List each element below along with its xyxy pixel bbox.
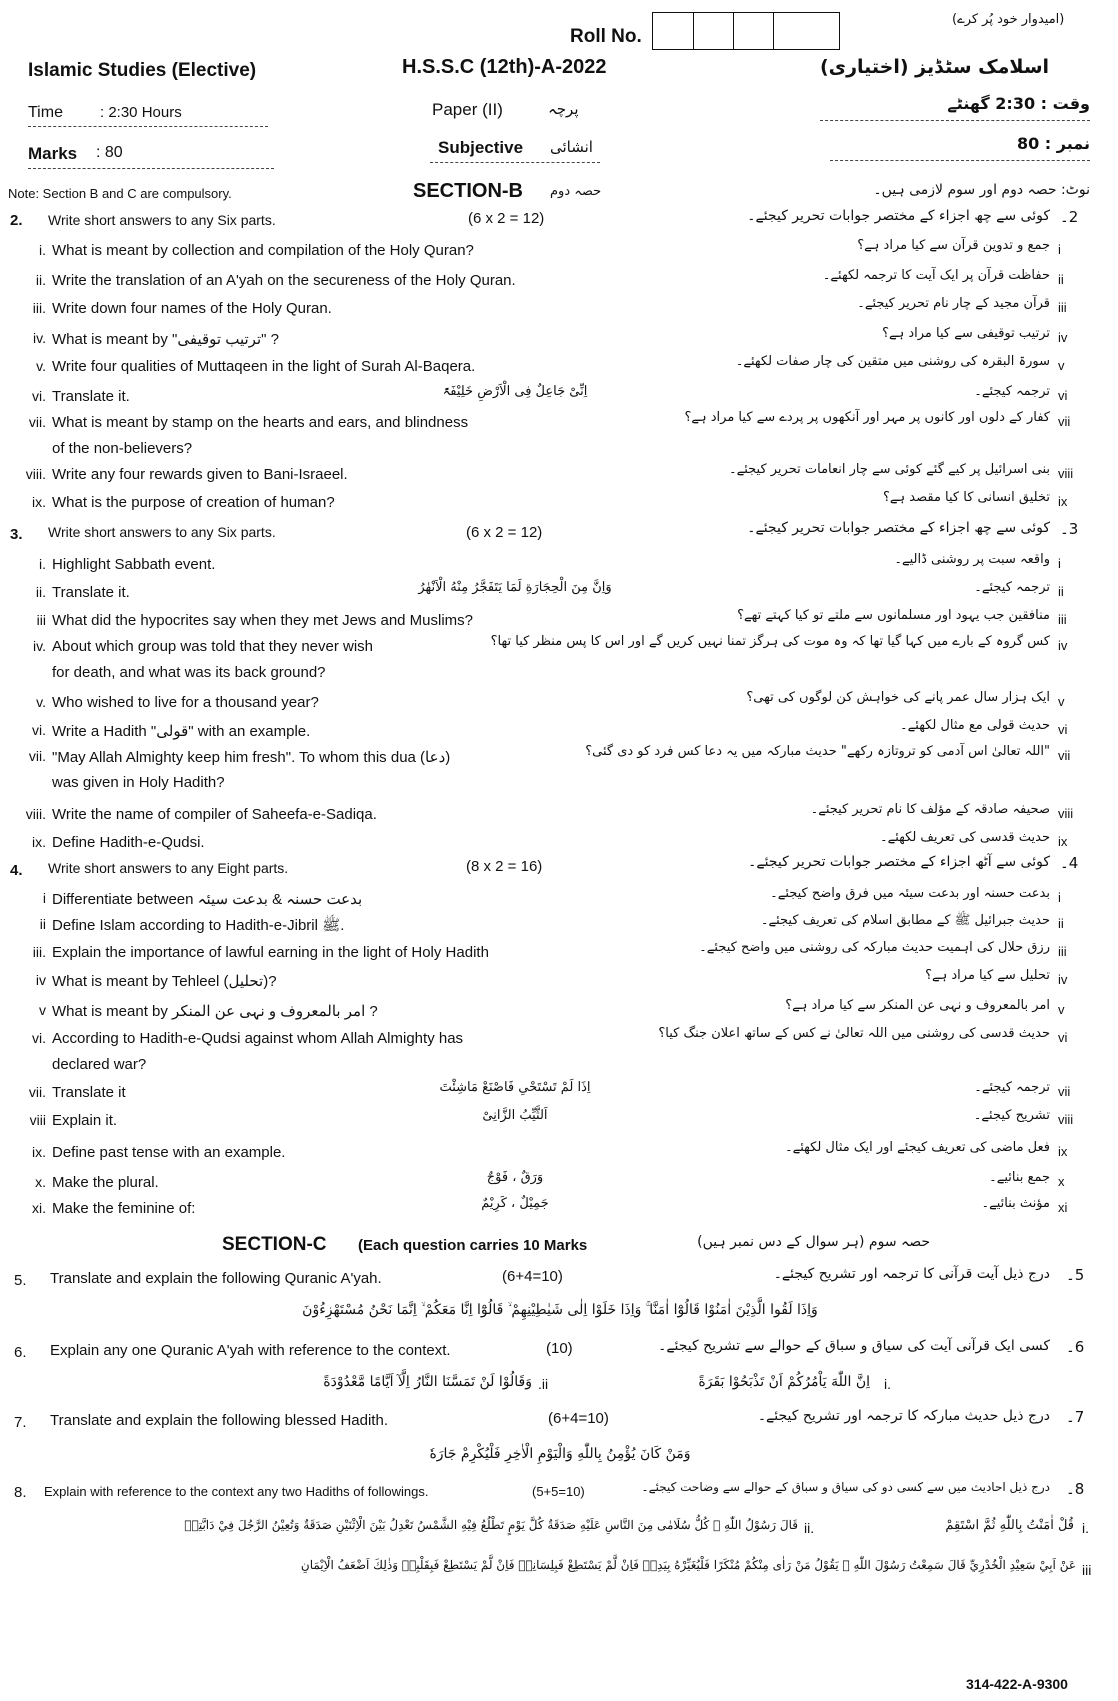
subject-title: Islamic Studies (Elective) [28, 60, 257, 81]
q4-part-arabic: وَرَقٌ ، فَوْجٌ [486, 1170, 544, 1185]
subjective-label: Subjective [438, 138, 524, 157]
q8-hadith-1-number: i. [1082, 1520, 1089, 1536]
exam-title: H.S.S.C (12th)-A-2022 [402, 56, 607, 78]
q2-part-text-urdu: بنی اسرائیل پر کیے گئے کوئی سے چار انعامات تحریر کیجئے۔ [728, 462, 1050, 477]
q3-part-text-urdu: واقعہ سبت پر روشنی ڈالیے۔ [894, 552, 1050, 567]
q4-part-number: ii [39, 916, 46, 932]
q2-part-text: What is the purpose of creation of human? [52, 494, 335, 511]
q3-part-number: viii. [25, 806, 46, 822]
q2-part-number-urdu: ix [1058, 494, 1068, 509]
q3-number-urdu: 3۔ [1060, 520, 1079, 538]
roll-no-box[interactable] [652, 12, 840, 50]
q6-marks: (10) [546, 1340, 573, 1357]
q3-part-text-urdu: ایک ہزار سال عمر پانے کی خواہش کن لوگوں کی تھی؟ [746, 690, 1050, 705]
q4-part-number-urdu: ii [1058, 916, 1064, 931]
q4-part-text-urdu: بدعت حسنہ اور بدعت سیئہ میں فرق واضح کیجئے۔ [770, 886, 1050, 901]
section-c-title-urdu: حصہ سوم (ہر سوال کے دس نمبر ہیں) [697, 1234, 930, 1250]
q3-part-number-urdu: ix [1058, 834, 1068, 849]
q4-part-text-urdu: حدیث قدسی کی روشنی میں اللہ تعالیٰ نے کس کے ساتھ اعلان جنگ کیا؟ [658, 1026, 1050, 1041]
time-value: : 2:30 Hours [100, 104, 182, 121]
q2-part-number: ix. [32, 494, 46, 510]
q4-part-text: Explain it. [52, 1112, 118, 1129]
q4-part-arabic: اَلثَّیِّبُ الزَّانِیْ [482, 1108, 548, 1123]
q4-part-text-urdu: رزق حلال کی اہمیت حدیث مبارکہ کی روشنی میں واضح کیجئے۔ [699, 940, 1050, 955]
q8-hadith-2-number: ii. [804, 1520, 815, 1536]
q4-marks: (8 x 2 = 16) [466, 858, 543, 875]
section-b-title: SECTION-B [413, 180, 523, 202]
q3-part-number: iv. [33, 638, 46, 654]
q2-part-number: iv. [33, 330, 46, 346]
q2-part-number: ii. [35, 272, 46, 288]
q4-part-number: vi. [32, 1030, 46, 1046]
q3-part-number: i. [39, 556, 46, 572]
note-text-urdu: نوٹ: حصہ دوم اور سوم لازمی ہیں۔ [873, 182, 1090, 198]
q3-part-number-urdu: viii [1058, 806, 1074, 821]
q2-part-text: What is meant by collection and compilation of the Holy Quran? [52, 242, 474, 259]
q4-part-text-urdu: امر بالمعروف و نہی عن المنکر سے کیا مراد ہے؟ [785, 998, 1050, 1013]
q3-part-number-urdu: v [1058, 694, 1065, 709]
q3-part-text-urdu: کس گروہ کے بارے میں کہا گیا تھا کہ وہ موت کی ہرگز تمنا نہیں کریں گے اور اس کا پس منظر کیا تھا؟ [490, 634, 1050, 649]
q2-part-text: Write four qualities of Muttaqeen in the light of Surah Al-Baqera. [52, 358, 476, 375]
q4-part-text: What is meant by امر بالمعروف و نہی عن المنکر ? [52, 1003, 378, 1020]
q4-part-number: viii [29, 1112, 46, 1128]
q5-number-urdu: 5۔ [1066, 1266, 1085, 1284]
q4-part-text: Explain the importance of lawful earning in the light of Holy Hadith [52, 944, 489, 961]
q2-part-text: Translate it. [52, 388, 130, 405]
q2-part-text-urdu: ترجمہ کیجئے۔ [974, 384, 1050, 399]
time-label: Time [28, 104, 63, 121]
q4-part-text: Differentiate between بدعت حسنہ & بدعت سیئہ [52, 891, 363, 908]
section-c-title: SECTION-C [222, 1234, 327, 1255]
q4-part-number-urdu: iii [1058, 944, 1067, 959]
paper-label: Paper (II) [432, 100, 503, 119]
time-underline [28, 126, 268, 127]
q3-part-text-urdu: "اللہ تعالیٰ اس آدمی کو تروتازہ رکھے" حدیث مبارکہ میں یہ دعا کس فرد کو دی گئی؟ [585, 744, 1050, 759]
subjective-underline [430, 162, 600, 163]
q2-part-number-urdu: viii [1058, 466, 1074, 481]
q3-part-text-urdu: حدیث قولی مع مثال لکھئے۔ [900, 718, 1050, 733]
q2-part-text-continued: of the non-believers? [52, 440, 193, 457]
q4-part-number-urdu: i [1058, 890, 1061, 905]
marks-label: Marks [28, 144, 78, 163]
section-b-title-urdu: حصہ دوم [550, 184, 602, 199]
q3-part-text-continued: was given in Holy Hadith? [52, 774, 225, 791]
q3-heading: Write short answers to any Six parts. [48, 524, 276, 540]
q2-part-text: Write the translation of an A'yah on the secureness of the Holy Quran. [52, 272, 516, 289]
q8-hadith-2: قَالَ رَسُوْلُ اللّٰهِ ﷺ كُلُّ سُلَامٰى مِنَ النَّاسِ عَلَيْهِ صَدَقَةٌ كُلَّ يَوْمٍ تَطْلُعُ فِيْهِ الشَّمْسُ تَعْدِلُ بَيْنَ الْاِثْنَيْنِ صَدَقَةٌ وَتُعِيْنُ الرَّجُلَ فِيْ دَابَّتِهٖ [184, 1518, 798, 1532]
q2-part-number-urdu: vii [1058, 414, 1071, 429]
q4-part-number: ix. [32, 1144, 46, 1160]
q6-ayah-2: وَقَالُوْا لَنْ تَمَسَّنَا النَّارُ اِلَّآ اَيَّامًا مَّعْدُوْدَةً [323, 1374, 532, 1390]
q4-part-number-urdu: x [1058, 1174, 1065, 1189]
q3-part-text: Define Hadith-e-Qudsi. [52, 834, 205, 851]
q4-part-text-urdu: ترجمہ کیجئے۔ [974, 1080, 1050, 1095]
q5-marks: (6+4=10) [502, 1268, 563, 1285]
q7-number: 7. [14, 1414, 27, 1431]
q7-hadith: وَمَنْ كَانَ يُؤْمِنُ بِاللّٰهِ وَالْيَوْمِ الْاٰخِرِ فَلْيُكْرِمْ جَارَهٗ [429, 1446, 691, 1462]
q4-part-text-urdu: مؤنث بنائیے۔ [981, 1196, 1050, 1211]
q3-part-text-urdu: حدیث قدسی کی تعریف لکھئے۔ [880, 830, 1050, 845]
section-c-subtitle: (Each question carries 10 Marks [358, 1237, 588, 1254]
q8-text-urdu: درج ذیل احادیث میں سے کسی دو کی سیاق و سباق کے حوالے سے وضاحت کیجئے۔ [641, 1480, 1050, 1494]
q4-part-number: iv [35, 972, 46, 988]
q3-part-arabic: وَاِنَّ مِنَ الْحِجَارَةِ لَمَا يَتَفَجَّرُ مِنْهُ الْاَنْهٰرُ [418, 580, 612, 595]
q2-part-text: What is meant by stamp on the hearts and ears, and blindness [52, 414, 469, 431]
q4-part-number: i [42, 890, 46, 906]
q8-hadith-3-number: iii [1082, 1562, 1092, 1578]
marks-urdu: نمبر : 80 [1016, 134, 1090, 153]
q3-part-number: vi. [32, 722, 46, 738]
q4-part-text: Translate it [52, 1084, 126, 1101]
q4-part-text-urdu: تشریح کیجئے۔ [973, 1108, 1050, 1123]
q2-part-text-urdu: تخلیق انسانی کا کیا مقصد ہے؟ [883, 490, 1050, 505]
q3-part-text: Highlight Sabbath event. [52, 556, 216, 573]
marks-urdu-underline [830, 160, 1090, 161]
q4-part-number: v [39, 1002, 46, 1018]
q3-part-number: v. [36, 694, 46, 710]
subjective-urdu: انشائی [550, 138, 593, 156]
q4-part-text: What is meant by Tehleel (تحلیل)? [52, 973, 277, 990]
note-text: Note: Section B and C are compulsory. [8, 186, 232, 201]
q4-number-urdu: 4۔ [1060, 854, 1079, 872]
q2-heading-urdu: کوئی سے چھ اجزاء کے مختصر جوابات تحریر کیجئے۔ [747, 208, 1050, 224]
q3-marks: (6 x 2 = 12) [466, 524, 543, 541]
q5-number: 5. [14, 1272, 27, 1289]
q5-ayah: وَاِذَا لَقُوا الَّذِيْنَ اٰمَنُوْا قَالُوْٓا اٰمَنَّا ۚ وَاِذَا خَلَوْا اِلٰى شَيٰطِيْنِهِمْ ۙ قَالُوْٓا اِنَّا مَعَكُمْ ۙ اِنَّمَا نَحْنُ مُسْتَهْزِءُوْنَ [302, 1302, 818, 1318]
q2-part-number: vii. [28, 414, 46, 430]
time-urdu: وقت : 2:30 گھنٹے [947, 94, 1090, 113]
q2-number: 2. [10, 212, 23, 229]
q2-part-text-urdu: قرآن مجید کے چار نام تحریر کیجئے۔ [857, 296, 1050, 311]
q3-part-number-urdu: i [1058, 556, 1061, 571]
q2-part-number: i. [39, 242, 46, 258]
q4-part-number-urdu: v [1058, 1002, 1065, 1017]
q3-part-text: "May Allah Almighty keep him fresh". To whom this dua (دعا) [52, 749, 451, 766]
q3-part-number-urdu: vi [1058, 722, 1068, 737]
q2-part-number: v. [36, 358, 46, 374]
paper-label-urdu: پرچہ [548, 100, 579, 118]
q2-part-text: Write down four names of the Holy Quran. [52, 300, 332, 317]
q4-part-arabic: جَمِیْلٌ ، کَرِیْمٌ [481, 1196, 549, 1211]
q4-part-arabic: اِذَا لَمْ تَسْتَحْیِ فَاصْنَعْ مَاشِئْتَ [439, 1080, 591, 1095]
q2-part-number-urdu: ii [1058, 272, 1064, 287]
q6-text: Explain any one Quranic A'yah with reference to the context. [50, 1342, 451, 1359]
q5-text-urdu: درج ذیل آیت قرآنی کا ترجمہ اور تشریح کیجئے۔ [773, 1266, 1050, 1282]
q3-number: 3. [10, 526, 23, 543]
q4-part-text: Define Islam according to Hadith-e-Jibril ﷺ. [52, 917, 345, 934]
q3-part-text: Translate it. [52, 584, 130, 601]
q4-part-text-urdu: تحلیل سے کیا مراد ہے؟ [925, 968, 1050, 983]
q8-number: 8. [14, 1484, 27, 1501]
q2-part-text-urdu: ترتیب توقیفی سے کیا مراد ہے؟ [882, 326, 1050, 341]
q3-part-number-urdu: iii [1058, 612, 1067, 627]
q4-part-number: xi. [32, 1200, 46, 1216]
q4-part-text-urdu: جمع بنائیے۔ [989, 1170, 1050, 1185]
q2-part-number-urdu: vi [1058, 388, 1068, 403]
marks-value: : 80 [96, 144, 123, 161]
q7-marks: (6+4=10) [548, 1410, 609, 1427]
candidate-note-urdu: (امیدوار خود پُر کرے) [952, 12, 1065, 27]
q6-ayah-2-number: .ii [538, 1376, 549, 1392]
q3-part-text-urdu: صحیفہ صادقہ کے مؤلف کا نام تحریر کیجئے۔ [810, 802, 1050, 817]
q6-number-urdu: 6۔ [1066, 1338, 1085, 1356]
q2-part-number-urdu: v [1058, 358, 1065, 373]
q2-part-text-urdu: جمع و تدوین قرآن سے کیا مراد ہے؟ [857, 238, 1050, 253]
q2-heading: Write short answers to any Six parts. [48, 212, 276, 228]
q3-part-text: Who wished to live for a thousand year? [52, 694, 319, 711]
q2-part-arabic: اِنِّیْ جَاعِلٌ فِی الْاَرْضِ خَلِیْفَۃً [442, 384, 588, 399]
q3-part-number: ix. [32, 834, 46, 850]
q4-part-text: Make the plural. [52, 1174, 159, 1191]
q4-part-number-urdu: ix [1058, 1144, 1068, 1159]
q3-part-number: iii [36, 612, 46, 628]
q7-text: Translate and explain the following blessed Hadith. [50, 1412, 388, 1429]
q7-text-urdu: درج ذیل حدیث مبارکہ کا ترجمہ اور تشریح کیجئے۔ [757, 1408, 1050, 1424]
q6-number: 6. [14, 1344, 27, 1361]
q4-part-text: Define past tense with an example. [52, 1144, 286, 1161]
q8-marks: (5+5=10) [532, 1484, 585, 1499]
q3-part-text-urdu: منافقین جب یہود اور مسلمانوں سے ملتے تو کیا کہتے تھے؟ [737, 608, 1050, 623]
q4-part-number-urdu: iv [1058, 972, 1068, 987]
q2-part-number-urdu: iii [1058, 300, 1067, 315]
q2-part-number-urdu: i [1058, 242, 1061, 257]
q4-part-number-urdu: viii [1058, 1112, 1074, 1127]
q4-part-number-urdu: xi [1058, 1200, 1068, 1215]
q2-part-number: vi. [32, 388, 46, 404]
q6-ayah-1: اِنَّ اللّٰهَ يَاْمُرُكُمْ اَنْ تَذْبَحُوْا بَقَرَةً [698, 1374, 870, 1390]
q4-part-number-urdu: vii [1058, 1084, 1071, 1099]
q2-marks: (6 x 2 = 12) [468, 210, 545, 227]
q3-heading-urdu: کوئی سے چھ اجزاء کے مختصر جوابات تحریر کیجئے۔ [747, 520, 1050, 536]
time-urdu-underline [820, 120, 1090, 121]
q8-text: Explain with reference to the context any two Hadiths of followings. [44, 1484, 429, 1499]
q4-part-number-urdu: vi [1058, 1030, 1068, 1045]
q3-part-number-urdu: ii [1058, 584, 1064, 599]
q2-number-urdu: 2۔ [1060, 208, 1079, 226]
q3-part-text: About which group was told that they never wish [52, 638, 374, 655]
q4-heading-urdu: کوئی سے آٹھ اجزاء کے مختصر جوابات تحریر کیجئے۔ [748, 854, 1050, 870]
q2-part-text-urdu: حفاظت قرآن پر ایک آیت کا ترجمہ لکھئے۔ [822, 268, 1050, 283]
q8-hadith-1: قُلْ اٰمَنْتُ بِاللّٰهِ ثُمَّ اسْتَقِمْ [945, 1518, 1074, 1533]
q3-part-number: vii. [28, 748, 46, 764]
paper-code: 314-422-A-9300 [966, 1676, 1068, 1692]
marks-underline [28, 168, 274, 169]
q4-part-text: According to Hadith-e-Qudsi against whom Allah Almighty has [52, 1030, 464, 1047]
q4-part-number: x. [35, 1174, 46, 1190]
q4-number: 4. [10, 862, 23, 879]
q3-part-text-continued: for death, and what was its back ground? [52, 664, 326, 681]
q3-part-text: Write the name of compiler of Saheefa-e-Sadiqa. [52, 806, 377, 823]
q2-part-number-urdu: iv [1058, 330, 1068, 345]
q2-part-number: iii. [32, 300, 46, 316]
q3-part-number-urdu: iv [1058, 638, 1068, 653]
q8-number-urdu: 8۔ [1066, 1480, 1085, 1498]
q3-part-text: Write a Hadith "قولی" with an example. [52, 723, 311, 740]
q3-part-text: What did the hypocrites say when they met Jews and Muslims? [52, 612, 474, 629]
q3-part-number: ii. [35, 584, 46, 600]
q4-part-number: iii. [32, 944, 46, 960]
q2-part-text-urdu: کفار کے دلوں اور کانوں پر مہر اور آنکھوں پر پردے سے کیا مراد ہے؟ [684, 410, 1050, 425]
q6-ayah-1-number: i. [884, 1376, 891, 1392]
q4-part-number: vii. [28, 1084, 46, 1100]
q5-text: Translate and explain the following Quranic A'yah. [50, 1270, 382, 1287]
q6-text-urdu: کسی ایک قرآنی آیت کی سیاق و سباق کے حوالے سے تشریح کیجئے۔ [658, 1338, 1050, 1354]
q4-part-text-urdu: حدیث جبرائیل ﷺ کے مطابق اسلام کی تعریف کیجئے۔ [760, 913, 1050, 928]
subject-title-urdu: اسلامک سٹڈیز (اختیاری) [820, 56, 1050, 78]
q4-part-text: Make the feminine of: [52, 1200, 196, 1217]
q2-part-number: viii. [25, 466, 46, 482]
q4-heading: Write short answers to any Eight parts. [48, 860, 289, 876]
q3-part-number-urdu: vii [1058, 748, 1071, 763]
roll-no-label: Roll No. [570, 26, 642, 47]
q2-part-text: Write any four rewards given to Bani-Israeel. [52, 466, 348, 483]
q8-hadith-3: عَنْ اَبِيْ سَعِيْدِ الْخُدْرِيِّ قَالَ سَمِعْتُ رَسُوْلَ اللّٰهِ ﷺ يَقُوْلُ مَنْ رَاٰى مِنْكُمْ مُنْكَرًا فَلْيُغَيِّرْهُ بِيَدِهٖ فَاِنْ لَّمْ يَسْتَطِعْ فَبِلِسَانِهٖ فَاِنْ لَّمْ يَسْتَطِعْ فَبِقَلْبِهٖ وَذٰلِكَ اَضْعَفُ الْاِيْمَانِ [300, 1558, 1076, 1572]
q7-number-urdu: 7۔ [1066, 1408, 1085, 1426]
q4-part-text-continued: declared war? [52, 1056, 147, 1073]
q3-part-text-urdu: ترجمہ کیجئے۔ [974, 580, 1050, 595]
q4-part-text-urdu: فعل ماضی کی تعریف کیجئے اور ایک مثال لکھئے۔ [784, 1140, 1050, 1155]
q2-part-text: What is meant by "ترتیب توقیفی" ? [52, 331, 279, 348]
q2-part-text-urdu: سورۃ البقرہ کی روشنی میں متقین کی چار صفات لکھئے۔ [735, 354, 1050, 369]
